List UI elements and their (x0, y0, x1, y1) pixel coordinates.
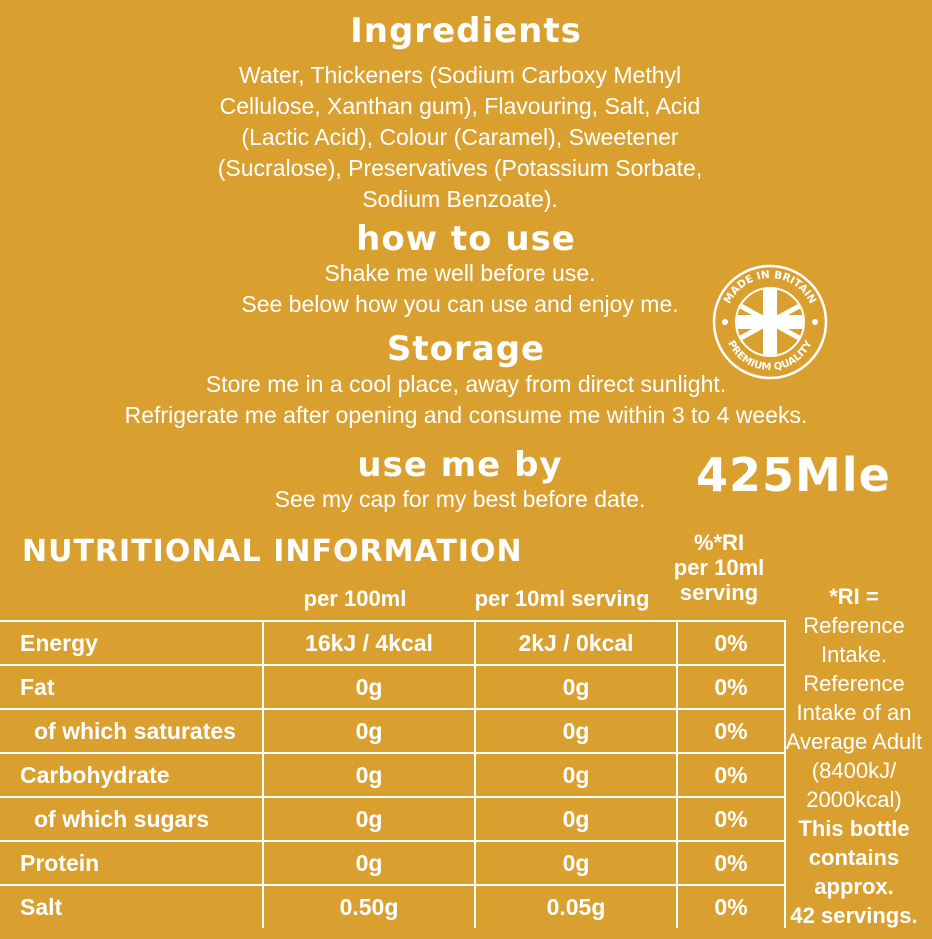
ingredients-line: Sodium Benzoate). (362, 186, 558, 212)
ingredients-line: Cellulose, Xanthan gum), Flavouring, Salt, Acid (219, 93, 701, 119)
per-10ml-value: 0g (475, 841, 677, 885)
ingredients-line: (Sucralose), Preservatives (Potassium Sorbate, (217, 155, 703, 181)
per-100ml-value: 0g (263, 841, 475, 885)
nutrient-label: Carbohydrate (0, 753, 263, 797)
badge-bottom-text: PREMIUM QUALITY (725, 339, 815, 374)
per-100ml-value: 0g (263, 709, 475, 753)
per-100ml-value: 0g (263, 753, 475, 797)
ri-note-line: 2000kcal) (806, 787, 902, 812)
per-10ml-value: 0g (475, 753, 677, 797)
storage-title: Storage (386, 329, 546, 369)
table-row (0, 665, 785, 709)
ri-note-bold-line: contains (808, 845, 900, 870)
how-to-use-text (200, 258, 720, 320)
ri-header-line: per 10ml (673, 555, 765, 580)
per-10ml-value: 2kJ / 0kcal (475, 621, 677, 665)
use-by-title: use me by (357, 445, 563, 485)
volume-label: 425Mle (696, 448, 891, 502)
ri-note-bold-line: This bottle (798, 816, 910, 841)
how-to-use-line: See below how you can use and enjoy me. (241, 291, 679, 317)
ri-percent-value: 0% (677, 885, 785, 928)
nutrient-label: of which sugars (0, 797, 263, 841)
per-100ml-value: 0g (263, 665, 475, 709)
ri-percent-value: 0% (677, 709, 785, 753)
nutrient-label: Energy (0, 621, 263, 665)
storage-line: Store me in a cool place, away from direct sunlight. (205, 371, 727, 397)
ingredients-line: Water, Thickeners (Sodium Carboxy Methyl (238, 62, 682, 88)
ingredients-line: (Lactic Acid), Colour (Caramel), Sweetener (241, 124, 679, 150)
ri-note-line: *RI = (829, 584, 879, 609)
column-header-per-10ml: per 10ml serving (474, 586, 650, 611)
per-100ml-value: 0.50g (263, 885, 475, 928)
ri-percent-value: 0% (677, 753, 785, 797)
table-row (0, 797, 785, 841)
nutrient-label: of which saturates (0, 709, 263, 753)
table-row (0, 841, 785, 885)
per-100ml-value: 0g (263, 797, 475, 841)
column-header-ri (664, 530, 774, 605)
use-by-text: See my cap for my best before date. (274, 486, 646, 512)
ri-note-line: Reference (803, 613, 905, 638)
ingredients-title: Ingredients (350, 11, 582, 51)
per-10ml-value: 0.05g (475, 885, 677, 928)
ri-header-line: %*RI (693, 530, 745, 555)
ri-note-line: (8400kJ/ (811, 758, 897, 783)
nutrient-label: Fat (0, 665, 263, 709)
storage-line: Refrigerate me after opening and consume me within 3 to 4 weeks. (124, 402, 808, 428)
how-to-use-line: Shake me well before use. (324, 260, 596, 286)
table-row (0, 885, 785, 928)
badge-top-text: MADE IN BRITAIN (721, 268, 819, 306)
storage-text (0, 369, 932, 431)
table-row (0, 709, 785, 753)
per-10ml-value: 0g (475, 709, 677, 753)
ri-note-bold-line: 42 servings. (790, 903, 918, 928)
per-10ml-value: 0g (475, 797, 677, 841)
column-header-per-100ml: per 100ml (303, 586, 407, 611)
ri-note-line: Average Adult (785, 729, 923, 754)
table-row (0, 621, 785, 665)
ri-note-line: Reference (803, 671, 905, 696)
nutrition-table-body (0, 621, 785, 928)
nutrition-table (0, 620, 786, 928)
nutrient-label: Salt (0, 885, 263, 928)
nutrition-title: NUTRITIONAL INFORMATION (22, 534, 523, 569)
ri-percent-value: 0% (677, 665, 785, 709)
table-row (0, 753, 785, 797)
ri-percent-value: 0% (677, 841, 785, 885)
per-100ml-value: 16kJ / 4kcal (263, 621, 475, 665)
ri-note-bold-line: approx. (814, 874, 894, 899)
ri-percent-value: 0% (677, 621, 785, 665)
ingredients-text (200, 60, 720, 215)
ri-note-line: Intake. (820, 642, 888, 667)
ri-footnote (776, 582, 932, 930)
per-10ml-value: 0g (475, 665, 677, 709)
how-to-use-title: how to use (356, 219, 576, 259)
ri-note-line: Intake of an (796, 700, 912, 725)
ri-percent-value: 0% (677, 797, 785, 841)
nutrient-label: Protein (0, 841, 263, 885)
ri-header-line: serving (679, 580, 759, 605)
